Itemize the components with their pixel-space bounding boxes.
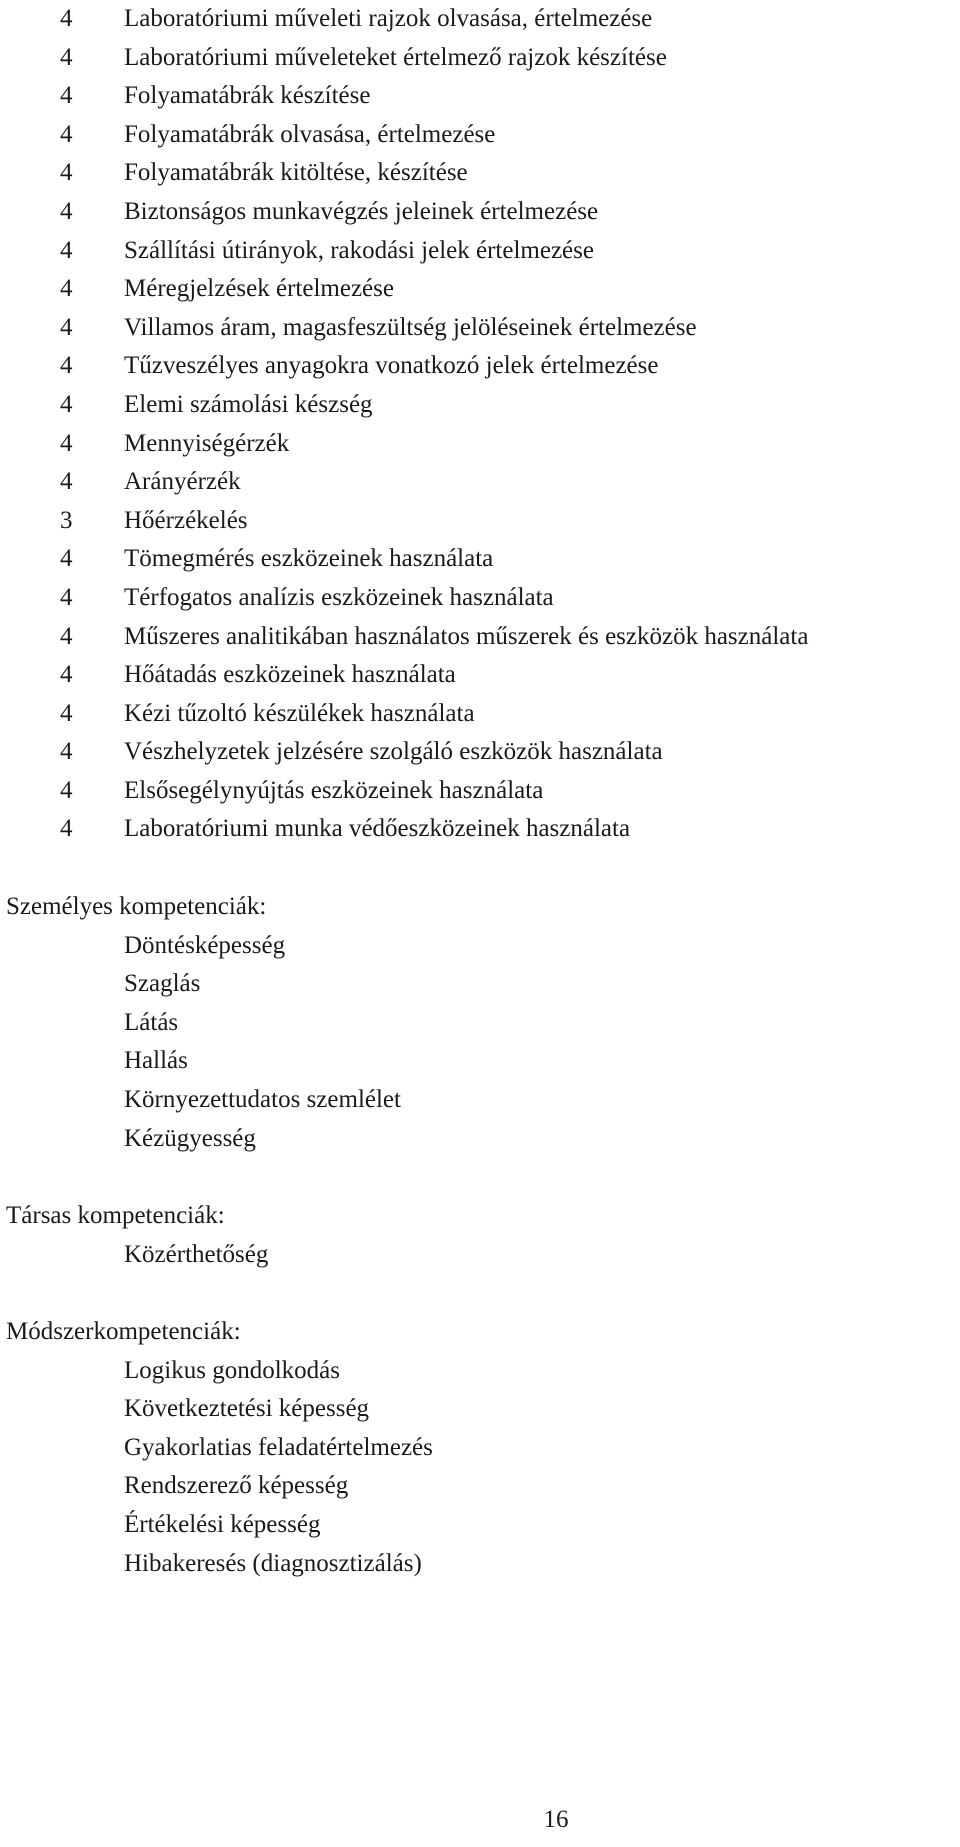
skill-level: 4 bbox=[60, 622, 73, 650]
skill-level: 4 bbox=[60, 815, 73, 843]
skill-level: 4 bbox=[60, 120, 73, 148]
skill-level: 4 bbox=[60, 5, 73, 32]
list-item: Következtetési képesség bbox=[124, 1395, 370, 1423]
skill-name: Kézi tűzoltó készülékek használata bbox=[124, 699, 475, 727]
list-item: Látás bbox=[124, 1008, 179, 1036]
page-number: 16 bbox=[543, 1806, 569, 1833]
list-item: Szaglás bbox=[124, 970, 201, 998]
skill-level: 4 bbox=[60, 661, 73, 689]
skill-name: Laboratóriumi munka védőeszközeinek használata bbox=[124, 815, 631, 843]
skill-level: 4 bbox=[60, 82, 73, 110]
skill-level: 4 bbox=[60, 429, 73, 457]
skill-name: Elsősegélynyújtás eszközeinek használata bbox=[124, 776, 544, 804]
skill-level: 3 bbox=[60, 506, 73, 534]
personal-competencies-list bbox=[6, 927, 401, 1159]
list-item: Kézügyesség bbox=[124, 1124, 256, 1152]
skill-name: Méregjelzések értelmezése bbox=[124, 275, 394, 303]
skill-level: 4 bbox=[60, 352, 73, 380]
personal-competencies-section bbox=[6, 888, 401, 1158]
skill-level: 4 bbox=[60, 275, 73, 303]
skill-name: Folyamatábrák olvasása, értelmezése bbox=[124, 120, 496, 148]
skill-level: 4 bbox=[60, 583, 73, 611]
social-competencies-list bbox=[6, 1236, 268, 1275]
skill-name: Hőátadás eszközeinek használata bbox=[124, 661, 456, 689]
skill-level: 4 bbox=[60, 159, 73, 187]
list-item: Értékelési képesség bbox=[124, 1510, 321, 1538]
skill-name: Villamos áram, magasfeszültség jelöléseinek értelmezése bbox=[124, 313, 697, 341]
list-item: Hibakeresés (diagnosztizálás) bbox=[124, 1549, 422, 1577]
skill-name: Vészhelyzetek jelzésére szolgáló eszközök használata bbox=[124, 738, 663, 766]
method-competencies-list bbox=[6, 1352, 433, 1584]
skill-level: 4 bbox=[60, 699, 73, 727]
list-item: Rendszerező képesség bbox=[124, 1472, 349, 1500]
skill-name: Térfogatos analízis eszközeinek használata bbox=[124, 583, 554, 611]
skill-name: Tömegmérés eszközeinek használata bbox=[124, 545, 494, 573]
skill-level: 4 bbox=[60, 545, 73, 573]
skill-name: Laboratóriumi műveleti rajzok olvasása, értelmezése bbox=[124, 5, 653, 32]
list-item: Döntésképesség bbox=[124, 931, 286, 959]
method-competencies-section bbox=[6, 1313, 433, 1583]
skill-name: Biztonságos munkavégzés jeleinek értelmezése bbox=[124, 197, 599, 225]
skill-level: 4 bbox=[60, 197, 73, 225]
skill-name: Hőérzékelés bbox=[124, 506, 248, 534]
list-item: Logikus gondolkodás bbox=[124, 1356, 340, 1384]
social-competencies-section bbox=[6, 1197, 268, 1274]
method-competencies-heading: Módszerkompetenciák: bbox=[6, 1318, 241, 1345]
personal-competencies-heading: Személyes kompetenciák: bbox=[6, 893, 267, 920]
skill-level: 4 bbox=[60, 313, 73, 341]
social-competencies-heading: Társas kompetenciák: bbox=[6, 1202, 225, 1229]
skill-level: 4 bbox=[60, 776, 73, 804]
skill-level: 4 bbox=[60, 738, 73, 766]
skill-name: Laboratóriumi műveleteket értelmező rajzok készítése bbox=[124, 43, 667, 71]
list-item: Környezettudatos szemlélet bbox=[124, 1085, 401, 1113]
skill-name: Folyamatábrák készítése bbox=[124, 82, 371, 110]
skill-name: Mennyiségérzék bbox=[124, 429, 290, 457]
skill-name: Arányérzék bbox=[124, 468, 241, 496]
skill-level: 4 bbox=[60, 390, 73, 418]
skill-level: 4 bbox=[60, 43, 73, 71]
skill-name: Műszeres analitikában használatos műszerek és eszközök használata bbox=[124, 622, 809, 650]
skill-level: 4 bbox=[60, 236, 73, 264]
skill-name: Tűzveszélyes anyagokra vonatkozó jelek értelmezése bbox=[124, 352, 659, 380]
skill-name: Elemi számolási készség bbox=[124, 390, 373, 418]
skill-level: 4 bbox=[60, 468, 73, 496]
skill-name: Szállítási útirányok, rakodási jelek értelmezése bbox=[124, 236, 594, 264]
list-item: Közérthetőség bbox=[124, 1240, 269, 1268]
skill-name: Folyamatábrák kitöltése, készítése bbox=[124, 159, 468, 187]
list-item: Hallás bbox=[124, 1047, 188, 1075]
list-item: Gyakorlatias feladatértelmezés bbox=[124, 1433, 433, 1461]
